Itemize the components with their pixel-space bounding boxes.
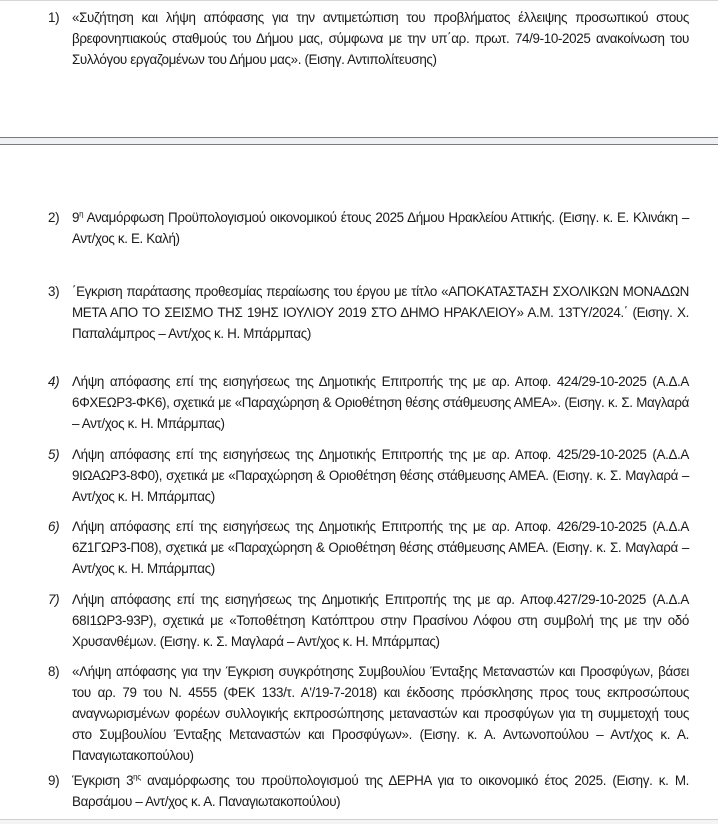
agenda-item-9 [48,770,689,812]
item-text: Λήψη απόφασης επί της εισηγήσεως της Δημοτικής Επιτροπής της με αρ. Αποφ. 425/29-10-2025 (Α.Δ.Α 9ΙΩΑΩΡ3-8Φ0), σχετικά με «Παραχώρηση & Οριοθέτηση θέσης στάθμευσης ΑΜΕΑ. (Εισηγ. κ. Σ. Μαγλαρά – Αντ/χος κ. Η. Μπάρμπας) [72,447,689,504]
item-number: 9) [48,773,60,788]
item-text: $9^\eta$ Αναμόρφωση Προϋπολογισμού οικονομικού έτους 2025 Δήμου Ηρακλείου Αττικής. (Εισηγ. κ. Ε. Κλινάκη – Αντ/χος κ. Ε. Καλή) [72,209,689,246]
item-text: Λήψη απόφασης επί της εισηγήσεως της Δημοτικής Επιτροπής της με αρ. Αποφ.427/29-10-2025 (Α.Δ.Α 68Ι1ΩΡ3-93Ρ), σχετικά με «Τοποθέτηση Κατόπτρου στην Πρασίνου Λόφου στη συμβολή της με την οδό Χρυσανθέμων. (Εισηγ. κ. Σ. Μαγλαρά – Αντ/χος κ. Η. Μπάρμπας) [72,592,689,649]
item-number: 5) [48,447,60,462]
item-number: 7) [48,592,60,607]
item-number: 2) [48,210,60,225]
page-gap [0,820,718,824]
agenda-item-1 [48,7,689,70]
agenda-item-4 [48,371,689,434]
item-number: 8) [48,664,60,679]
agenda-item-5 [48,444,689,507]
page-top-border [0,0,718,1]
agenda-item-2 [48,207,689,249]
item-number: 6) [48,519,60,534]
item-number: 3) [48,284,60,299]
agenda-item-8 [48,661,689,766]
item-text: «Λήψη απόφασης για την Έγκριση συγκρότησης Συμβουλίου Ένταξης Μεταναστών και Προσφύγων, βάσει του αρ. 79 του Ν. 4555 (ΦΕΚ 133/τ. Α'/19-7-2018) και έκδοσης πρόσκλησης προς τους εκπροσώπους αναγνωρισμένων φορέων συλλογικής εκπροσώπησης μεταναστών και προσφύγων για τη συμμετοχή τους στο Συμβουλίου Ένταξης Μεταναστών και Προσφύγων». (Εισηγ. κ. Α. Αντωνοπούλου – Αντ/χος κ. Α. Παναγιωτακοπούλου) [72,664,689,763]
item-text: Έγκριση $3^{\eta\varsigma}$ αναμόρφωσης του προϋπολογισμού της ΔΕΡΗΑ για το οικονομικό έτος 2025. (Εισηγ. κ. Μ. Βαρσάμου – Αντ/χος κ. Α. Παναγιωτακοπούλου) [72,772,689,809]
item-text: Λήψη απόφασης επί της εισηγήσεως της Δημοτικής Επιτροπής της με αρ. Αποφ. 426/29-10-2025 (Α.Δ.Α 6Ζ1ΓΩΡ3-Π08), σχετικά με «Παραχώρηση & Οριοθέτηση θέσης στάθμευσης ΑΜΕΑ. (Εισηγ. κ. Σ. Μαγλαρά – Αντ/χος κ. Η. Μπάρμπας) [72,519,689,576]
item-text: Λήψη απόφασης επί της εισηγήσεως της Δημοτικής Επιτροπής της με αρ. Αποφ. 424/29-10-2025 (Α.Δ.Α 6ΦΧΕΩΡ3-ΦΚ6), σχετικά με «Παραχώρηση & Οριοθέτηση θέσης στάθμευσης ΑΜΕΑ». (Εισηγ. κ. Σ. Μαγλαρά – Αντ/χος κ. Η. Μπάρμπας) [72,374,689,431]
item-text: ΄Εγκριση παράτασης προθεσμίας περαίωσης του έργου με τίτλο «ΑΠΟΚΑΤΑΣΤΑΣΗ ΣΧΟΛΙΚΩΝ ΜΟΝΑΔΩΝ ΜΕΤΑ ΑΠΟ ΤΟ ΣΕΙΣΜΟ ΤΗΣ 19ΗΣ ΙΟΥΛΙΟΥ 2019 ΣΤΟ ΔΗΜΟ ΗΡΑΚΛΕΙΟΥ» Α.Μ. 13ΤΥ/2024.΄ (Εισηγ. Χ. Παπαλάμπρος – Αντ/χος κ. Η. Μπάρμπας) [72,284,689,341]
item-number: 4) [48,374,60,389]
agenda-item-3 [48,281,689,344]
agenda-item-7 [48,589,689,652]
item-number: 1) [48,10,60,25]
page-break-separator [0,137,718,145]
item-text: «Συζήτηση και λήψη απόφασης για την αντιμετώπιση του προβλήματος έλλειψης προσωπικού στους βρεφονηπιακούς σταθμούς του Δήμου μας, σύμφωνα με την υπ΄αρ. πρωτ. 74/9-10-2025 ανακοίνωση του Συλλόγου εργαζομένων του Δήμου μας». (Εισηγ. Αντιπολίτευσης) [72,10,689,67]
agenda-item-6 [48,516,689,579]
